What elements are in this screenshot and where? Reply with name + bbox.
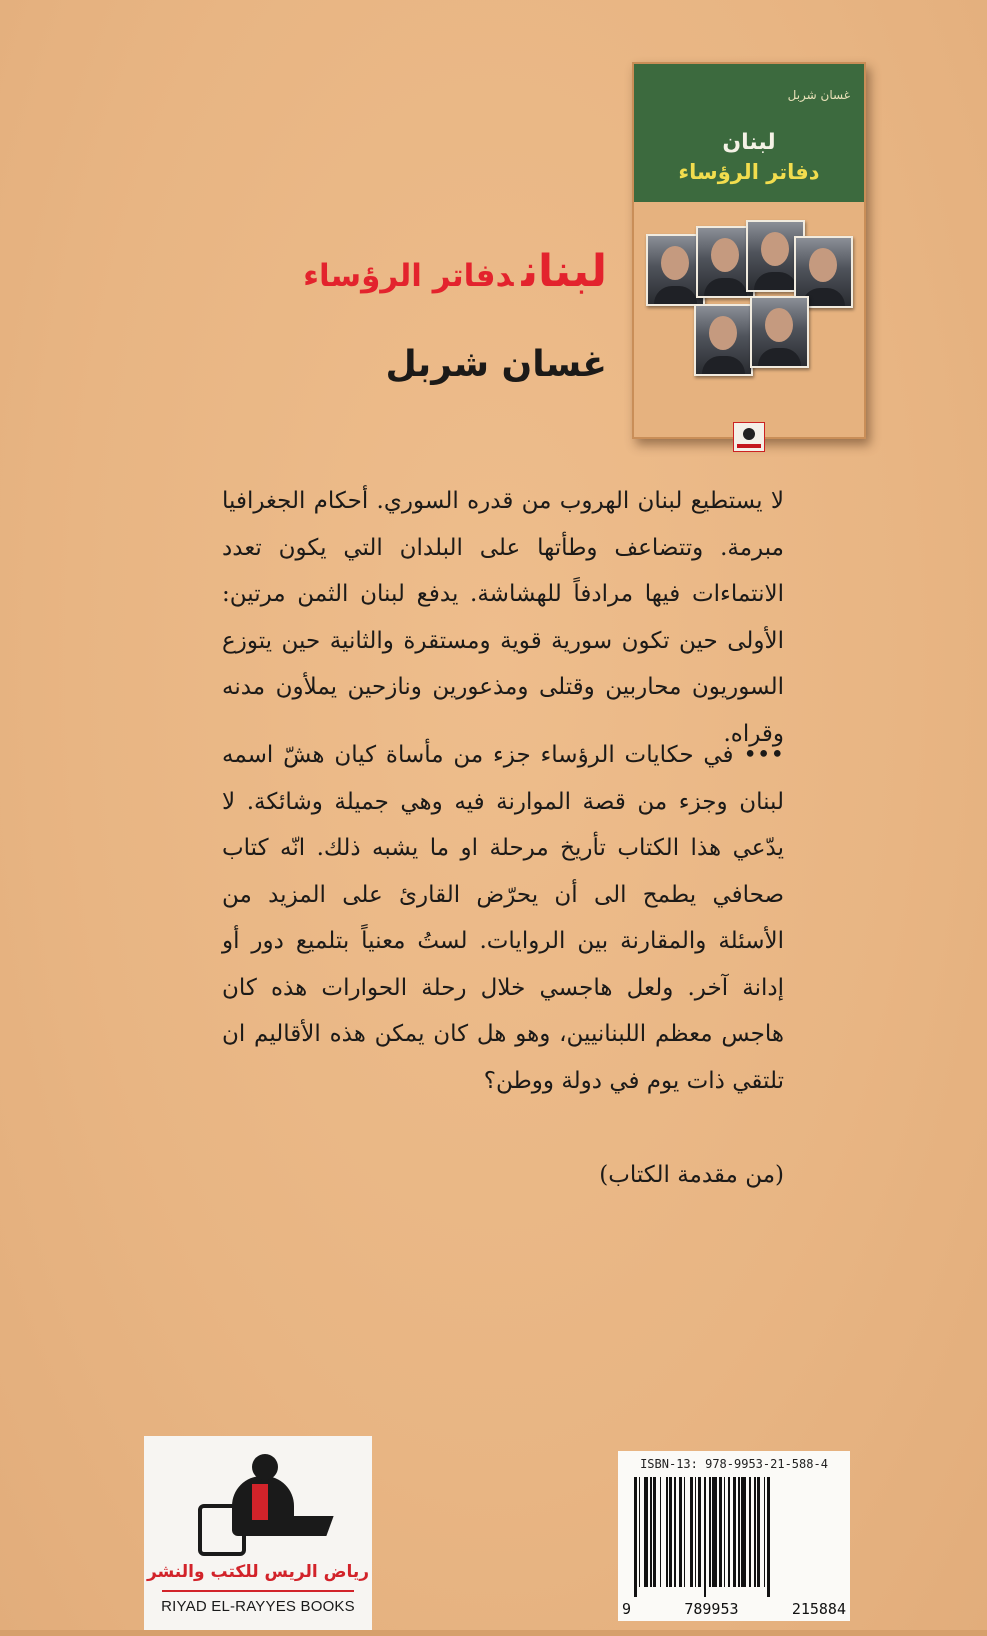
barcode-bar [669, 1477, 672, 1587]
publisher-divider [162, 1590, 354, 1592]
barcode-bar [741, 1477, 746, 1587]
barcode-bar [764, 1477, 766, 1587]
thumbnail-title-band [634, 64, 864, 202]
portrait-photo [750, 296, 809, 368]
front-cover-thumbnail [632, 62, 866, 439]
bottom-edge [0, 1630, 987, 1636]
barcode-digit-prefix: 9 [622, 1600, 632, 1618]
thumbnail-title-line1: لبنان [722, 130, 776, 155]
barcode-bar [660, 1477, 662, 1587]
thumbnail-publisher-logo [733, 422, 765, 452]
barcode-bar [690, 1477, 693, 1587]
barcode-digits-left: 789953 [684, 1600, 739, 1618]
barcode-bar [767, 1477, 770, 1597]
barcode-bar [724, 1477, 726, 1587]
barcode-bar [634, 1477, 637, 1597]
isbn-text: ISBN-13: 978-9953-21-588-4 [640, 1457, 828, 1471]
publisher-logo [144, 1436, 372, 1636]
barcode-bar [666, 1477, 668, 1587]
portrait-photo [694, 304, 753, 376]
barcode-digits [618, 1600, 850, 1618]
barcode-bar [650, 1477, 652, 1587]
barcode-bar [712, 1477, 717, 1587]
blurb-paragraph-2 [222, 732, 784, 1104]
barcode-bar [738, 1477, 740, 1587]
source-note: (من مقدمة الكتاب) [599, 1162, 784, 1188]
barcode-digits-right: 215884 [791, 1600, 846, 1618]
author-name: غسان شربل [385, 344, 607, 385]
title-sub: دفاتر الرؤساء [303, 258, 514, 294]
barcode-bar [679, 1477, 682, 1587]
blurb-paragraph-1: لا يستطيع لبنان الهروب من قدره السوري. أحكام الجغرافيا مبرمة. وتتضاعف وطأتها على البلدان التي يكون تعدد الانتماءات فيها مرادفاً للهشاشة. يدفع لبنان الثمن مرتين: الأولى حين تكون سورية قوية ومستقرة والثانية حين يتوزع السوريون محاربين وقتلى ومذعورين ونازحين يملأون مدنه وقراه. [222, 488, 784, 747]
barcode-bar [757, 1477, 760, 1587]
book-title [303, 246, 607, 297]
isbn-barcode [618, 1451, 850, 1621]
thumbnail-title-line2: دفاتر الرؤساء [678, 160, 820, 184]
barcode-bar [728, 1477, 730, 1587]
barcode-bar [695, 1477, 697, 1587]
barcode-bar [644, 1477, 649, 1587]
barcode-bar [639, 1477, 641, 1587]
thumbnail-author: غسان شربل [787, 88, 850, 102]
barcode-bar [704, 1477, 706, 1597]
barcode-bar [719, 1477, 722, 1587]
bullet-marks: ••• [743, 742, 785, 768]
title-main: لبنان [521, 246, 607, 297]
president-photo-collage [646, 216, 851, 416]
publisher-name-english: RIYAD EL-RAYYES BOOKS [161, 1598, 355, 1615]
barcode-bar [684, 1477, 686, 1587]
scribe-figure-icon [184, 1454, 334, 1554]
barcode-bar [709, 1477, 711, 1587]
barcode-bar [733, 1477, 736, 1587]
barcode-bar [754, 1477, 756, 1587]
barcode-bars [634, 1477, 834, 1597]
blurb-paragraph-2-text: في حكايات الرؤساء جزء من مأساة كيان هشّ اسمه لبنان وجزء من قصة الموارنة فيه وهي جميلة وشائكة. لا يدّعي هذا الكتاب تأريخ مرحلة او ما يشبه ذلك. انّه كتاب صحافي يطمح الى أن يحرّض القارئ على المزيد من الأسئلة والمقارنة بين الروايات. لستُ معنياً بتلميع دور أو إدانة آخر. ولعل هاجسي خلال رحلة الحوارات هذه كان هاجس معظم اللبنانيين، وهو هل كان يمكن هذه الأقاليم ان تلتقي ذات يوم في دولة ووطن؟ [222, 742, 784, 1094]
barcode-bar [674, 1477, 676, 1587]
barcode-bar [698, 1477, 701, 1587]
barcode-bar [653, 1477, 656, 1587]
barcode-bar [749, 1477, 751, 1587]
publisher-name-arabic: رياض الريس للكتب والنشر [146, 1562, 370, 1582]
